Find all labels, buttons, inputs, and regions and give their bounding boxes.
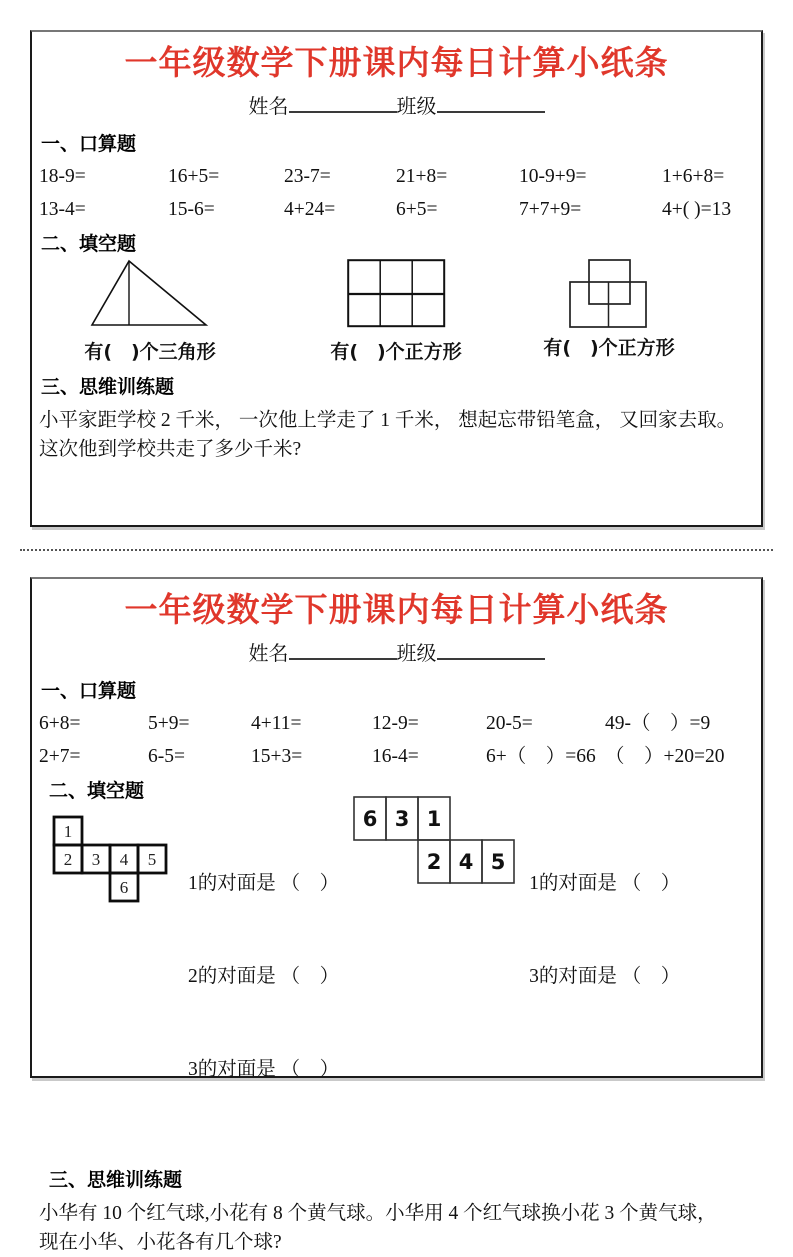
equation-cell: 12-9= — [372, 713, 419, 734]
triangle-with-median-drawing — [91, 259, 209, 327]
equation-cell: 13-4= — [39, 199, 86, 220]
equation-cell: 7+7+9= — [519, 199, 582, 220]
grid-rectangle-figure — [311, 259, 481, 364]
equation-cell: 5+9= — [148, 713, 190, 734]
equation-cell: 1+6+8= — [662, 166, 725, 187]
equation-row — [39, 746, 761, 768]
problem-line: 这次他到学校共走了多少千米? — [39, 439, 302, 460]
net-cell: 6 — [119, 878, 129, 897]
class-label: 班级 — [396, 643, 437, 665]
equation-cell: 2+7= — [39, 746, 81, 767]
oral-equations — [39, 713, 761, 768]
net-cell: 4 — [458, 850, 474, 874]
equation-cell: 20-5= — [486, 713, 533, 734]
equation-cell: 6-5= — [148, 746, 185, 767]
equation-cell: 4+11= — [251, 713, 302, 734]
net-cell: 3 — [91, 850, 101, 869]
problem-line: 小华有 10 个红气球,小花有 8 个黄气球。小华用 4 个红气球换小花 3 个黄气球， — [39, 1203, 717, 1224]
section-heading-fill: 二、填空题 — [49, 780, 145, 802]
section-heading-oral: 一、口算题 — [41, 133, 137, 155]
cube-net-right-drawing — [353, 796, 516, 885]
worksheet-card-2 — [30, 577, 763, 1253]
cube-net-fill-row — [52, 802, 761, 1147]
name-label: 姓名 — [248, 96, 289, 118]
cube-net-left-drawing — [52, 815, 171, 904]
cube-net-right-figure — [353, 796, 516, 890]
section-heading-fill: 二、填空题 — [41, 233, 137, 255]
cube-net-left-figure — [52, 815, 171, 909]
equation-cell: 6+（ ）=66 — [486, 746, 596, 767]
equation-cell: 16+5= — [168, 166, 220, 187]
thinking-problem — [39, 1199, 755, 1257]
opposite-face-questions-right — [529, 806, 680, 1054]
net-cell: 4 — [119, 850, 129, 869]
worksheet-title: 一年级数学下册课内每日计算小纸条 — [124, 46, 669, 82]
name-label: 姓名 — [248, 643, 289, 665]
equation-cell: 18-9= — [39, 166, 86, 187]
figure-caption: 有( )个三角形 — [84, 341, 216, 363]
section-heading-thinking: 三、思维训练题 — [49, 1169, 183, 1191]
thinking-problem — [39, 406, 755, 464]
overlapping-squares-figure — [524, 259, 694, 360]
name-blank-line — [289, 93, 397, 113]
equation-cell: 16-4= — [372, 746, 419, 767]
equation-cell: 15+3= — [251, 746, 303, 767]
overlapping-squares-drawing — [569, 259, 649, 329]
equation-row — [39, 713, 761, 735]
opposite-face-questions-left — [188, 806, 339, 1147]
triangle-figure — [65, 259, 235, 364]
equation-cell: 23-7= — [284, 166, 331, 187]
equation-cell: 4+24= — [284, 199, 336, 220]
equation-cell: 10-9+9= — [519, 166, 587, 187]
equation-cell: 6+8= — [39, 713, 81, 734]
opposite-face-question: 1的对面是 （ ） — [529, 873, 681, 894]
net-cell: 2 — [63, 850, 73, 869]
equation-cell: 4+( )=13 — [662, 199, 732, 220]
rectangle-grid-2x3-drawing — [347, 259, 446, 328]
dashed-cut-line — [20, 549, 773, 551]
worksheet-card-1 — [30, 30, 763, 527]
equation-row — [39, 166, 761, 188]
class-blank-line — [437, 640, 545, 660]
opposite-face-question: 2的对面是 （ ） — [188, 966, 340, 987]
name-class-line — [32, 93, 761, 121]
opposite-face-question: 3的对面是 （ ） — [529, 966, 681, 987]
worksheet-title: 一年级数学下册课内每日计算小纸条 — [124, 593, 669, 629]
net-cell: 3 — [394, 807, 410, 831]
equation-cell: 6+5= — [396, 199, 438, 220]
equation-cell: （ ）+20=20 — [605, 746, 725, 767]
net-cell: 2 — [426, 850, 442, 874]
section-heading-oral: 一、口算题 — [41, 680, 137, 702]
net-cell: 5 — [490, 850, 506, 874]
net-cell: 6 — [362, 807, 378, 831]
problem-line: 小平家距学校 2 千米， 一次他上学走了 1 千米， 想起忘带铅笔盒， 又回家去取。 — [39, 410, 737, 431]
opposite-face-question: 1的对面是 （ ） — [188, 873, 340, 894]
fill-figures-row — [32, 259, 761, 364]
net-cell: 1 — [426, 807, 442, 831]
figure-caption: 有( )个正方形 — [330, 341, 462, 363]
name-class-line — [32, 640, 761, 668]
equation-cell: 49-（ ）=9 — [605, 713, 711, 734]
equation-cell: 21+8= — [396, 166, 448, 187]
net-cell: 1 — [63, 822, 73, 841]
class-blank-line — [437, 93, 545, 113]
opposite-face-question: 3的对面是 （ ） — [188, 1059, 340, 1080]
class-label: 班级 — [396, 96, 437, 118]
net-cell: 5 — [147, 850, 157, 869]
figure-caption: 有( )个正方形 — [543, 337, 675, 359]
equation-cell: 15-6= — [168, 199, 215, 220]
name-blank-line — [289, 640, 397, 660]
oral-equations — [39, 166, 761, 221]
problem-line: 现在小华、小花各有几个球? — [39, 1232, 282, 1253]
section-heading-thinking: 三、思维训练题 — [41, 376, 175, 398]
equation-row — [39, 199, 761, 221]
